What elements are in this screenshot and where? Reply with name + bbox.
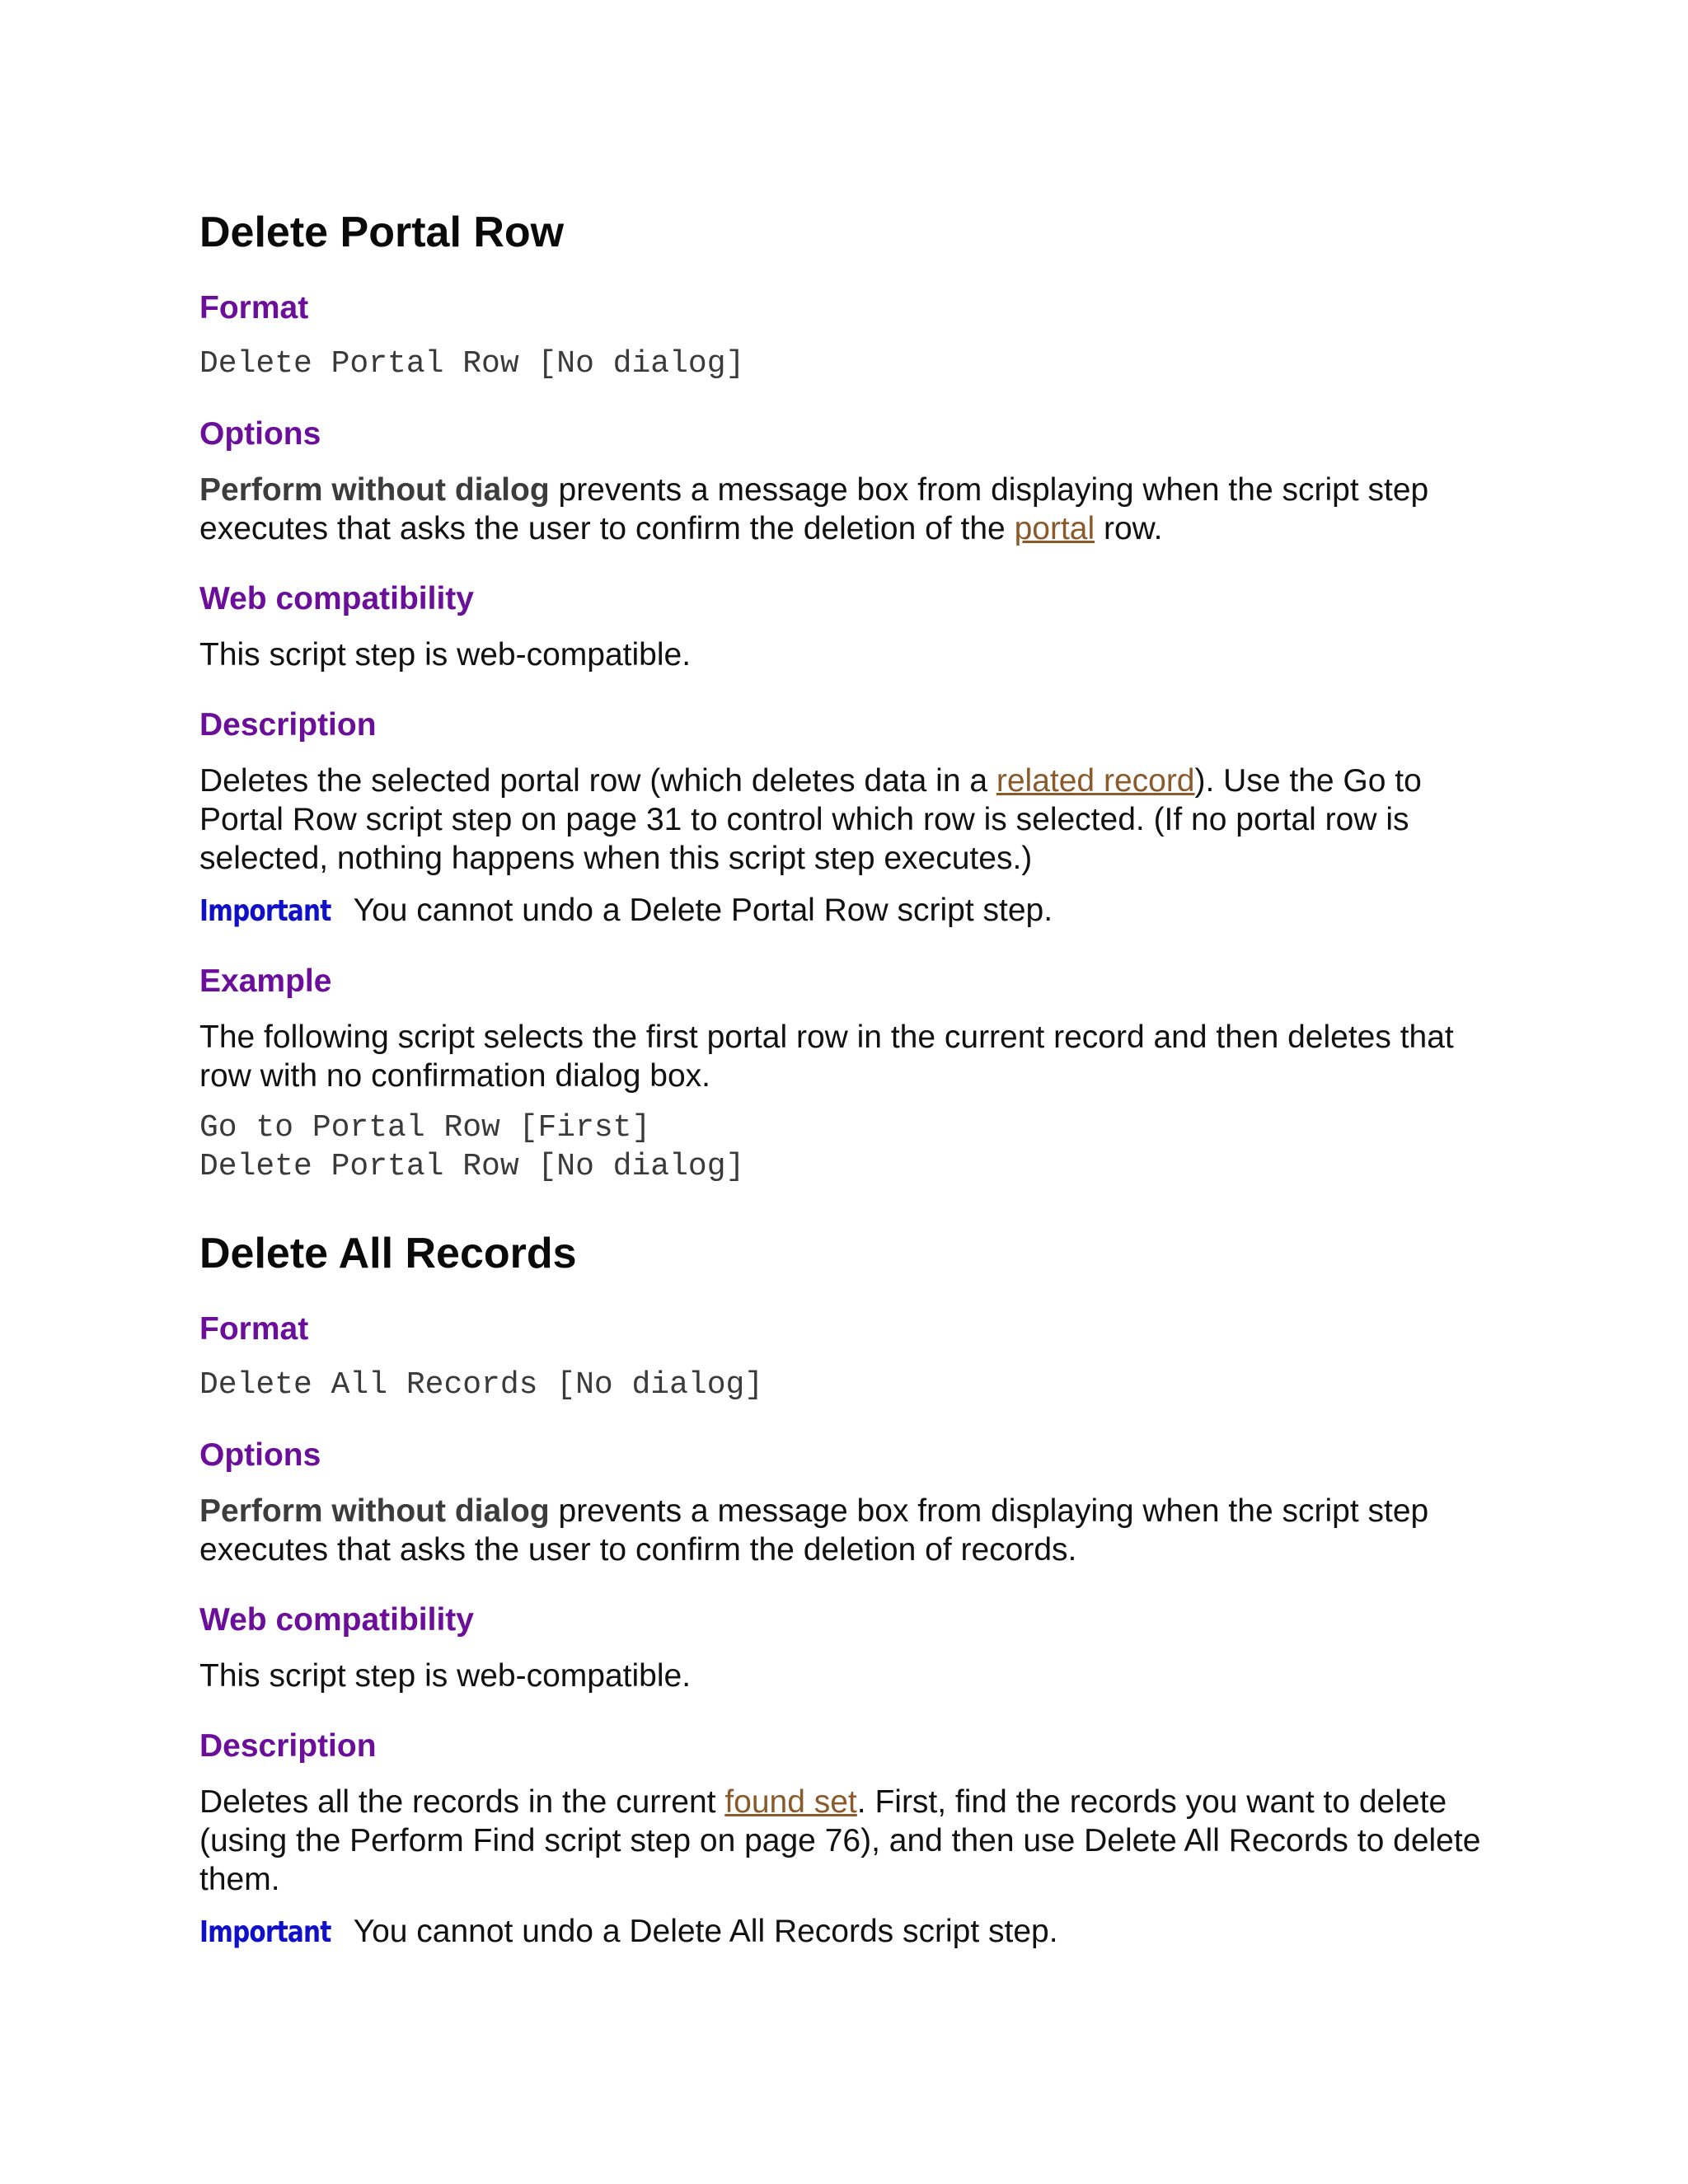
options-text: prevents a message box from displaying when the script step executes that asks the user to confirm the deletion of records. [199, 1493, 1429, 1568]
found-set-link[interactable]: found set [724, 1784, 857, 1820]
topic-title-delete-all-records: Delete All Records [199, 1230, 577, 1277]
web-compatibility-heading: Web compatibility [199, 581, 474, 616]
description-heading: Description [199, 1728, 377, 1764]
web-compatibility-text: This script step is web-compatible. [199, 637, 692, 673]
options-paragraph [199, 1492, 1502, 1569]
description-text: Deletes all the records in the current [199, 1784, 725, 1820]
options-paragraph [199, 471, 1502, 548]
description-paragraph [199, 1783, 1502, 1899]
format-code: Delete Portal Row [No dialog] [199, 346, 745, 382]
important-label: Important [199, 894, 331, 928]
options-text-end: row. [1095, 511, 1163, 546]
description-text: Deletes the selected portal row (which deletes data in a [199, 763, 996, 799]
format-code: Delete All Records [No dialog] [199, 1367, 764, 1403]
format-heading: Format [199, 290, 309, 326]
topic-title-delete-portal-row: Delete Portal Row [199, 209, 565, 256]
important-text: You cannot undo a Delete All Records script step. [345, 1914, 1058, 1949]
description-heading: Description [199, 707, 377, 743]
description-paragraph [199, 762, 1502, 878]
option-name: Perform without dialog [199, 472, 550, 508]
description-text-end: ). Use the Go to Portal Row script step on page 31 to control which row is selected. (If no portal row is selected, nothing happens when this script step executes.) [199, 763, 1422, 876]
options-heading: Options [199, 416, 321, 452]
example-text: The following script selects the first portal row in the current record and then deletes that row with no confirmation dialog box. [199, 1019, 1454, 1094]
web-compatibility-heading: Web compatibility [199, 1602, 474, 1638]
options-text: prevents a message box from displaying when the script step executes that asks the user to confirm the deletion of the [199, 472, 1429, 546]
important-text: You cannot undo a Delete Portal Row script step. [345, 893, 1053, 928]
important-note [199, 1912, 1502, 1952]
related-record-link[interactable]: related record [996, 763, 1195, 799]
description-text-end: . First, find the records you want to delete (using the Perform Find script step on page 76), and then use Delete All Records to delete them. [199, 1784, 1481, 1897]
example-code-line-2: Delete Portal Row [No dialog] [199, 1149, 745, 1184]
example-heading: Example [199, 963, 332, 999]
important-note [199, 891, 1502, 930]
important-label: Important [199, 1915, 331, 1949]
document-page [199, 208, 1502, 1983]
option-name: Perform without dialog [199, 1493, 550, 1529]
example-code-line-1: Go to Portal Row [First] [199, 1110, 651, 1146]
options-heading: Options [199, 1437, 321, 1473]
web-compatibility-text: This script step is web-compatible. [199, 1658, 692, 1694]
format-heading: Format [199, 1311, 309, 1347]
portal-link[interactable]: portal [1014, 511, 1095, 546]
